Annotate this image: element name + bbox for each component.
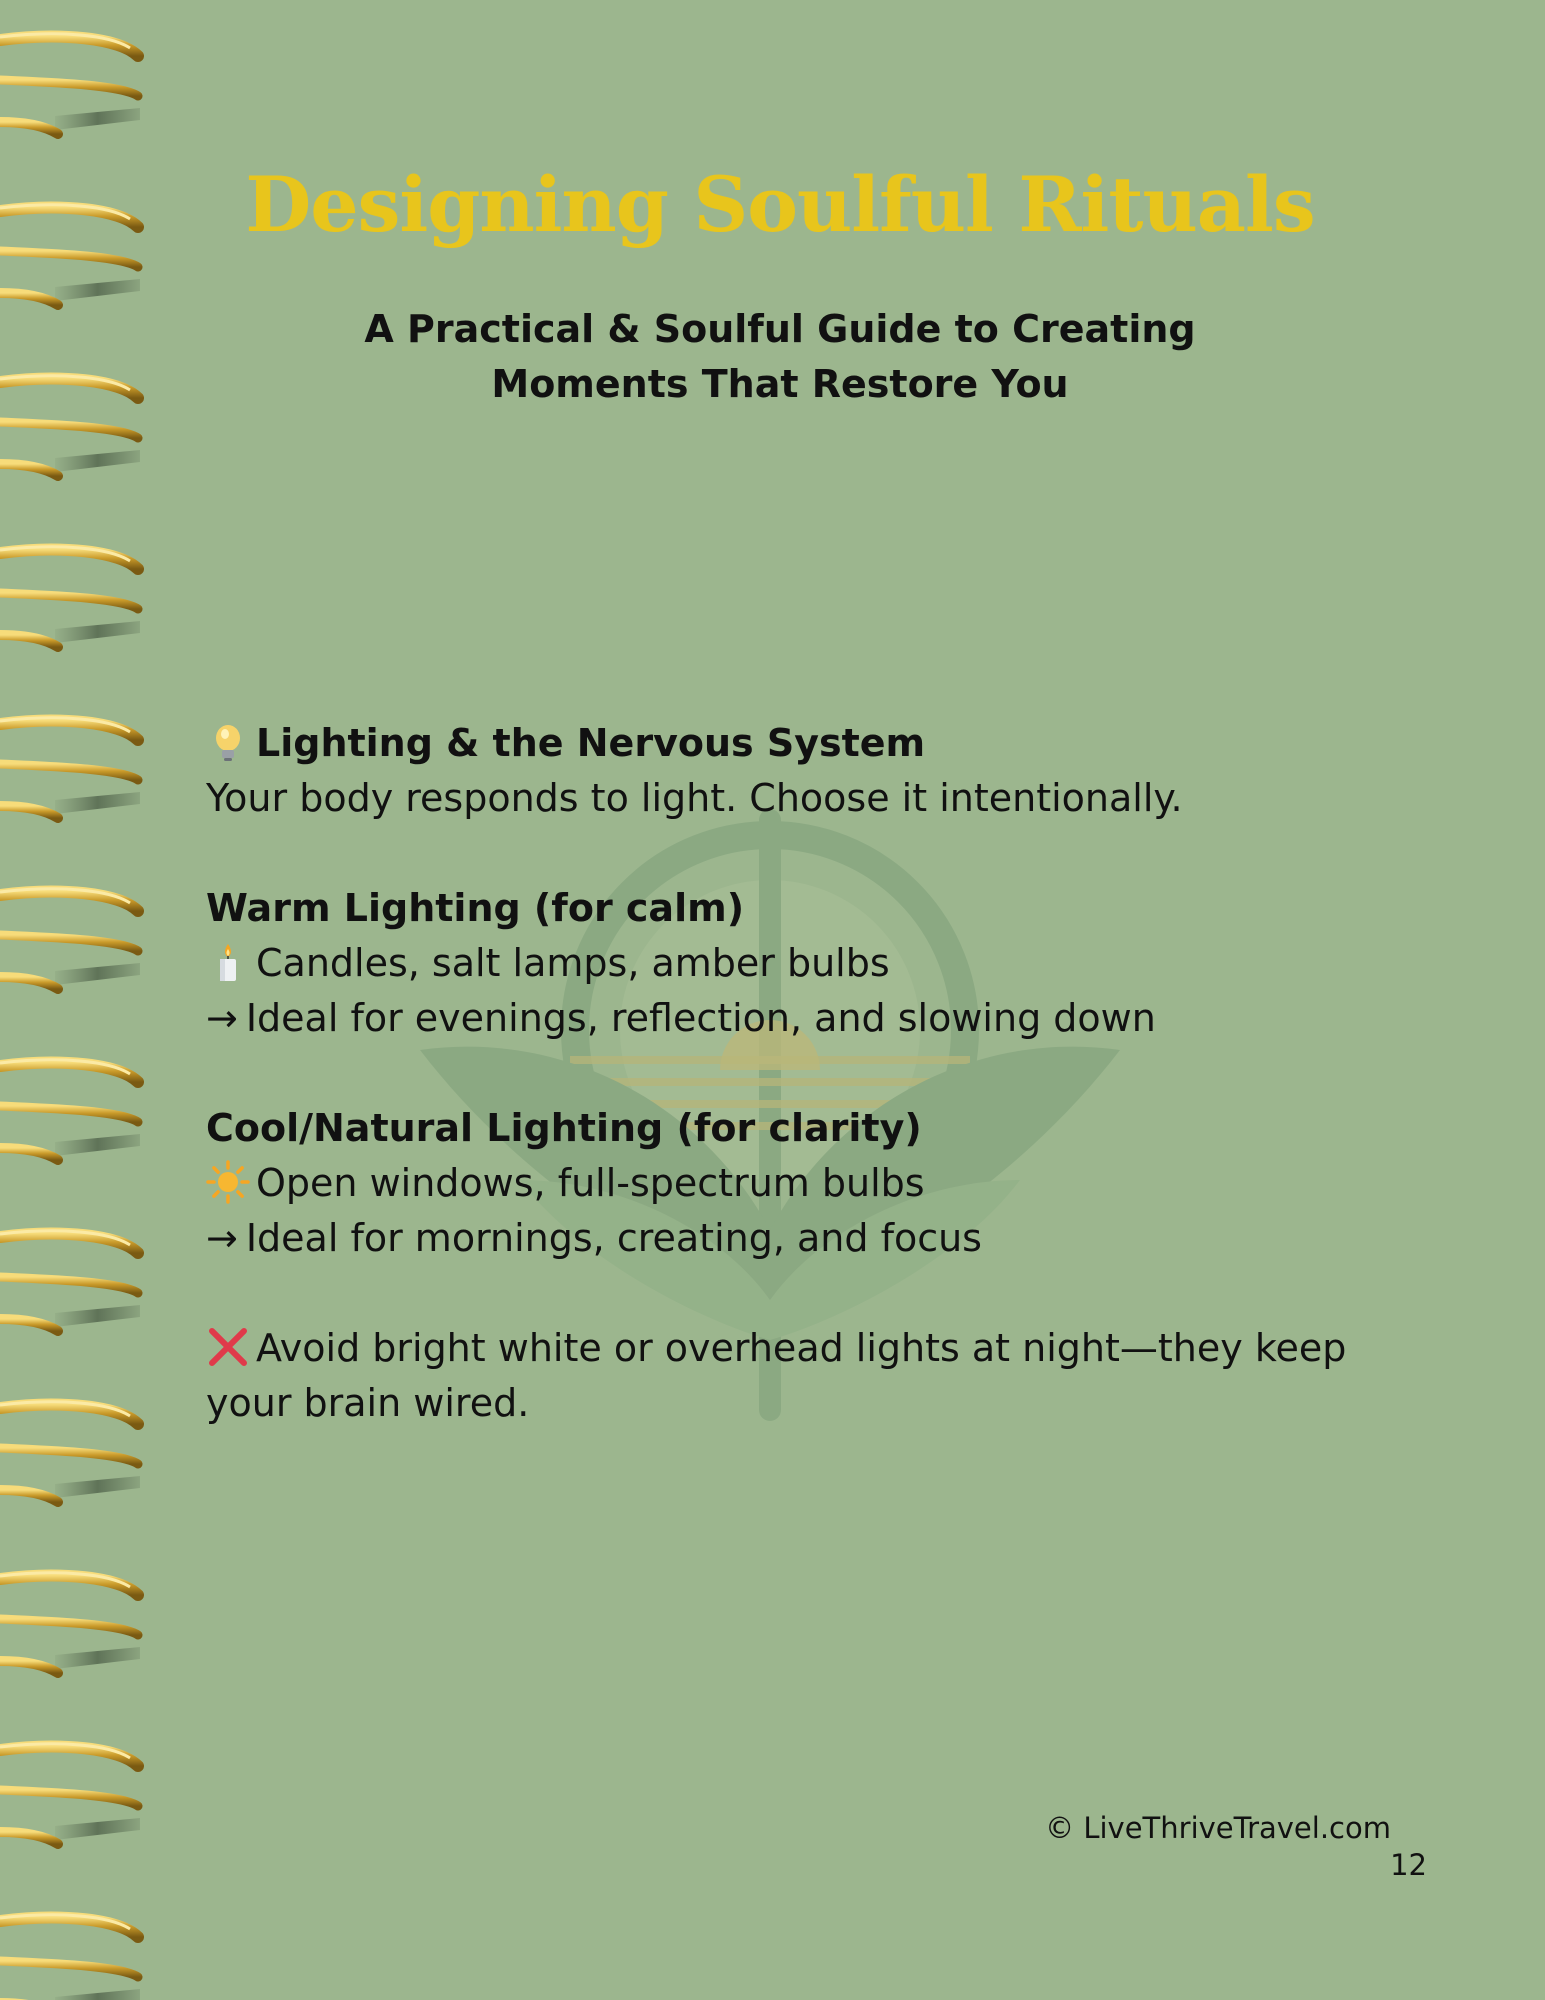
copyright-footer: © LiveThriveTravel.com xyxy=(1045,1811,1391,1845)
sun-icon xyxy=(206,1160,250,1204)
arrow-right-icon: → xyxy=(206,996,238,1040)
page-subtitle xyxy=(280,302,1280,412)
cool-item-text: Open windows, full-spectrum bulbs xyxy=(256,1161,925,1205)
spiral-ring xyxy=(0,1573,140,1673)
spiral-ring xyxy=(0,1915,140,2000)
avoid-text: Avoid bright white or overhead lights at night—they keep xyxy=(256,1326,1347,1370)
spiral-ring xyxy=(0,718,140,818)
warm-item-text: Candles, salt lamps, amber bulbs xyxy=(256,941,890,985)
cool-ideal xyxy=(206,1211,1356,1266)
spiral-ring xyxy=(0,1231,140,1331)
section-heading: Lighting & the Nervous System xyxy=(256,721,926,765)
page-title: Designing Soulful Rituals xyxy=(245,160,1315,249)
subtitle-line: A Practical & Soulful Guide to Creating xyxy=(364,307,1196,351)
main-content xyxy=(206,716,1356,1431)
spacer xyxy=(206,826,1356,881)
spacer xyxy=(206,1266,1356,1321)
arrow-right-icon: → xyxy=(206,1216,238,1260)
spiral-ring xyxy=(0,1402,140,1502)
spiral-ring xyxy=(0,1744,140,1844)
spiral-ring xyxy=(0,34,140,134)
spiral-ring xyxy=(0,205,140,305)
avoid-text-continued: your brain wired. xyxy=(206,1381,530,1425)
warm-ideal xyxy=(206,991,1356,1046)
page-number: 12 xyxy=(1390,1848,1427,1882)
cool-heading: Cool/Natural Lighting (for clarity) xyxy=(206,1106,922,1150)
spiral-binding xyxy=(0,0,150,2000)
candle-icon xyxy=(206,940,250,984)
cross-mark-icon xyxy=(206,1325,250,1369)
subtitle-line: Moments That Restore You xyxy=(491,362,1069,406)
cool-ideal-text: Ideal for mornings, creating, and focus xyxy=(245,1216,982,1260)
spacer xyxy=(206,1046,1356,1101)
cool-item xyxy=(206,1156,1356,1211)
spiral-ring xyxy=(0,547,140,647)
lighting-heading xyxy=(206,716,1356,771)
avoid-note xyxy=(206,1321,1356,1376)
warm-ideal-text: Ideal for evenings, reflection, and slowing down xyxy=(245,996,1156,1040)
warm-heading: Warm Lighting (for calm) xyxy=(206,886,745,930)
lightbulb-icon xyxy=(206,720,250,764)
lighting-body: Your body responds to light. Choose it intentionally. xyxy=(206,776,1183,820)
spiral-ring xyxy=(0,376,140,476)
spiral-ring xyxy=(0,889,140,989)
spiral-ring xyxy=(0,1060,140,1160)
warm-item xyxy=(206,936,1356,991)
